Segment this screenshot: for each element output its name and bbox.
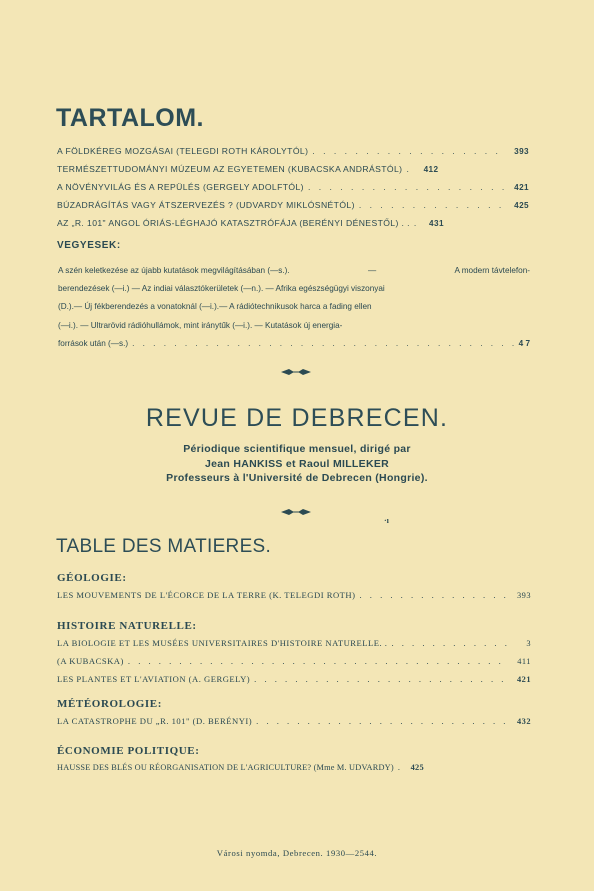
toc-entry: [57, 638, 531, 656]
vegyesek-text: [58, 262, 530, 353]
leader-dots: [359, 200, 505, 210]
leader-dots: [406, 164, 414, 174]
french-subtitle: Périodique scientifique mensuel, dirigé par: [183, 443, 411, 455]
toc-entry: [57, 218, 529, 236]
leader-dots: [308, 182, 505, 192]
vegyesek-fragment: —: [367, 266, 377, 275]
section-heading: MÉTÉOROLOGIE:: [57, 698, 162, 710]
toc-entry-title: A FÖLDKÉREG MOZGÁSAI (TELEGDI ROTH KÁROLYTÓL): [57, 146, 309, 156]
french-editors: Jean HANKISS et Raoul MILLEKER: [204, 458, 390, 470]
hungarian-toc: [57, 146, 529, 236]
vegyesek-line: [58, 298, 530, 316]
toc-entry-page: 425: [514, 201, 529, 210]
ornament-icon: [281, 508, 311, 516]
toc-entry-page: 432: [516, 717, 531, 726]
vegyesek-fragment: (—i.). — Ultrarövid rádióhullámok, mint iránytűk (—i.). — Kutatások új energia-: [58, 320, 343, 330]
leader-dots: [256, 716, 509, 726]
leader-dots: [132, 335, 515, 353]
vegyesek-fragment: A szén keletkezése az újabb kutatások megvilágításában (—s.).: [58, 266, 290, 275]
leader-dots: [398, 763, 402, 772]
vegyesek-fragment: berendezések (—i.) — Az indiai választókerületek (—n.). — Afrika egészségügyi viszonyai: [58, 284, 385, 294]
toc-entry-title: LES PLANTES ET L'AVIATION (A. GERGELY): [57, 674, 251, 684]
toc-entry-page: 393: [516, 591, 531, 600]
section-geologie: [57, 572, 531, 608]
toc-entry: [57, 200, 529, 218]
toc-entry-title: AZ „R. 101" ANGOL ÓRIÁS-LÉGHAJÓ KATASZTRÓFÁJA (BERÉNYI DÉNESTŐL) . .: [57, 218, 410, 228]
vegyesek-page: 4 7: [518, 338, 530, 348]
vegyesek-line: [58, 280, 530, 298]
french-title: REVUE DE DEBRECEN.: [145, 404, 449, 432]
vegyesek-fragment: A modern távtelefon-: [454, 266, 530, 275]
toc-entry: [57, 146, 529, 164]
toc-entry-page: 393: [514, 147, 529, 156]
section-heading: HISTOIRE NATURELLE:: [57, 620, 197, 632]
leader-dots: [254, 674, 509, 684]
toc-entry-title: HAUSSE DES BLÉS OU RÉORGANISATION DE L'AGRICULTURE? (Mme M. UDVARDY): [57, 763, 394, 772]
hungarian-title: TARTALOM.: [56, 104, 204, 132]
toc-entry-page: 425: [410, 763, 424, 772]
toc-entry: [57, 590, 531, 608]
toc-entry: [57, 716, 531, 734]
toc-entry-title: LES MOUVEMENTS DE L'ÉCORCE DE LA TERRE (K. TELEGDI ROTH): [57, 590, 356, 600]
leader-dots: [391, 638, 509, 648]
toc-entry: [57, 763, 531, 781]
french-toc-title: TABLE DES MATIERES.: [56, 536, 272, 557]
vegyesek-heading: VEGYESEK:: [57, 240, 121, 251]
vegyesek-fragment: (D.).— Új fékberendezés a vonatoknál (—i.).— A rádiótechnikusok harca a fading ellen: [58, 302, 372, 312]
toc-entry-title: A NÖVÉNYVILÁG ÉS A REPÜLÉS (GERGELY ADOLFTÓL): [57, 182, 304, 192]
leader-dots: [359, 590, 509, 600]
toc-entry-title: LA CATASTROPHE DU „R. 101" (D. BERÉNYI): [57, 716, 253, 726]
toc-entry-title: BÚZADRÁGÍTÁS VAGY ÁTSZERVEZÉS ? (UDVARDY MIKLÓSNÉTÓL): [57, 200, 355, 210]
leader-dots: [414, 218, 420, 228]
leader-dots: [128, 656, 509, 666]
stray-mark: ·ı: [384, 516, 389, 525]
toc-entry: [57, 164, 529, 182]
toc-entry-page: 421: [516, 675, 531, 684]
ornament-icon: [281, 368, 311, 376]
toc-entry-title: LA BIOLOGIE ET LES MUSÉES UNIVERSITAIRES D'HISTOIRE NATURELLE. .: [57, 638, 388, 648]
french-affiliation: Professeurs à l'Université de Debrecen (Hongrie).: [166, 472, 428, 484]
toc-entry-title: TERMÉSZETTUDOMÁNYI MÚZEUM AZ EGYETEMEN (KUBACSKA ANDRÁSTÓL): [57, 164, 403, 174]
section-histoire-naturelle: [57, 620, 531, 692]
toc-entry-page: 3: [526, 639, 531, 648]
vegyesek-line: [58, 335, 530, 353]
toc-entry-title: (A KUBACSKA): [57, 656, 124, 666]
vegyesek-line: [58, 317, 530, 335]
section-meteorologie: [57, 698, 531, 734]
leader-dots: [312, 146, 505, 156]
toc-entry-page: 431: [429, 219, 444, 228]
toc-entry: [57, 674, 531, 692]
printer-imprint: Városi nyomda, Debrecen. 1930—2544.: [216, 848, 378, 858]
toc-entry-page: 412: [423, 165, 439, 174]
toc-entry: [57, 656, 531, 674]
section-heading: ÉCONOMIE POLITIQUE:: [57, 745, 200, 757]
section-economie-politique: [57, 745, 531, 781]
toc-entry-page: 421: [514, 183, 529, 192]
vegyesek-fragment: források után (—s.): [58, 338, 129, 348]
toc-entry: [57, 182, 529, 200]
section-heading: GÉOLOGIE:: [57, 572, 127, 584]
vegyesek-line: [58, 262, 530, 280]
toc-entry-page: 411: [517, 657, 531, 666]
